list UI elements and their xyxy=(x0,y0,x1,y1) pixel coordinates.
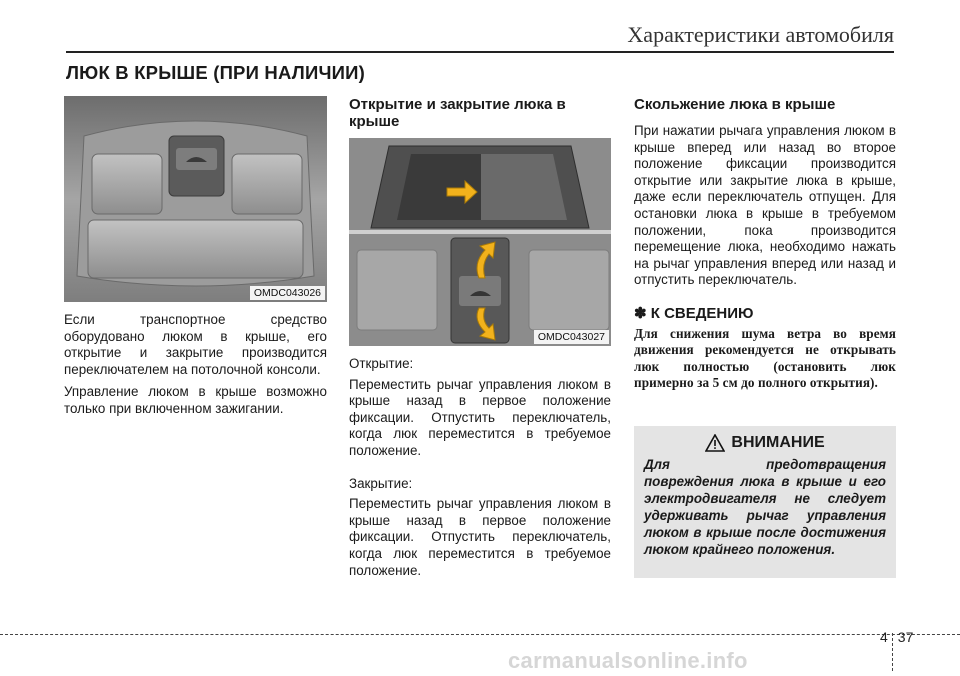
running-header: Характеристики автомобиля xyxy=(627,22,894,47)
close-label: Закрытие: xyxy=(349,475,413,491)
slide-heading: Скольжение люка в крыше xyxy=(634,96,836,113)
column-middle xyxy=(349,96,611,579)
footer-rule xyxy=(0,634,960,635)
sunroof-photo xyxy=(349,138,611,346)
ignition-paragraph: Управление люком в крыше возможно только при включенном зажигании. xyxy=(64,384,327,416)
console-photo xyxy=(64,96,327,302)
column-right xyxy=(634,96,896,392)
image-label: OMDC043026 xyxy=(250,286,325,300)
page-number xyxy=(880,629,913,671)
header-rule xyxy=(66,51,894,53)
note-heading xyxy=(634,305,896,322)
page-number-separator xyxy=(892,633,894,671)
sunroof-switch-illustration xyxy=(349,138,611,346)
open-paragraph: Переместить рычаг управления люком в крыше назад в первое положение фиксации. Отпустить переключатель, когда люк переместится в требуемое положение. xyxy=(349,376,611,458)
asterisk-icon: ✽ xyxy=(634,304,647,322)
watermark: carmanualsonline.info xyxy=(508,648,748,673)
slide-paragraph: При нажатии рычага управления люком в крыше вперед или назад во второе положение фиксации производится открытие или закрытие люка в крыше, даже если переключатель отпущен. Для остановки люка в крыше в требуемом положении, пока производится перемещение люка, необходимо нажать на рычаг управления вперед или назад и отпустить переключатель. xyxy=(634,123,896,288)
note-heading-label: К СВЕДЕНИЮ xyxy=(650,304,754,322)
page-number-value: 37 xyxy=(897,629,914,645)
warning-box xyxy=(634,426,896,578)
warning-paragraph: Для предотвращения повреждения люка в крыше и его электродвигателя не следует удерживать рычаг управления люком в крыше после достижения люком крайнего положения. xyxy=(644,457,886,557)
intro-paragraph: Если транспортное средство оборудовано люком в крыше, его открытие и закрытие производится переключателем на потолочной консоли. xyxy=(64,312,327,377)
section-title: ЛЮК В КРЫШЕ (ПРИ НАЛИЧИИ) xyxy=(66,62,366,83)
close-paragraph: Переместить рычаг управления люком в крыше назад в первое положение фиксации. Отпустить переключатель, когда люк переместится в требуемое положение. xyxy=(349,496,611,578)
overhead-console-illustration xyxy=(64,96,327,302)
open-close-heading: Открытие и закрытие люка в крыше xyxy=(349,96,566,130)
open-label: Открытие: xyxy=(349,356,414,371)
warning-triangle-icon xyxy=(705,434,725,452)
image-label: OMDC043027 xyxy=(534,330,609,344)
column-left xyxy=(64,96,327,418)
warning-heading-label: ВНИМАНИЕ xyxy=(731,434,825,451)
note-paragraph: Для снижения шума ветра во время движения рекомендуется не открывать люк полностью (остановить люк примерно за 5 см до полного открытия). xyxy=(634,325,896,391)
chapter-number: 4 xyxy=(880,629,888,645)
warning-heading xyxy=(644,434,886,452)
